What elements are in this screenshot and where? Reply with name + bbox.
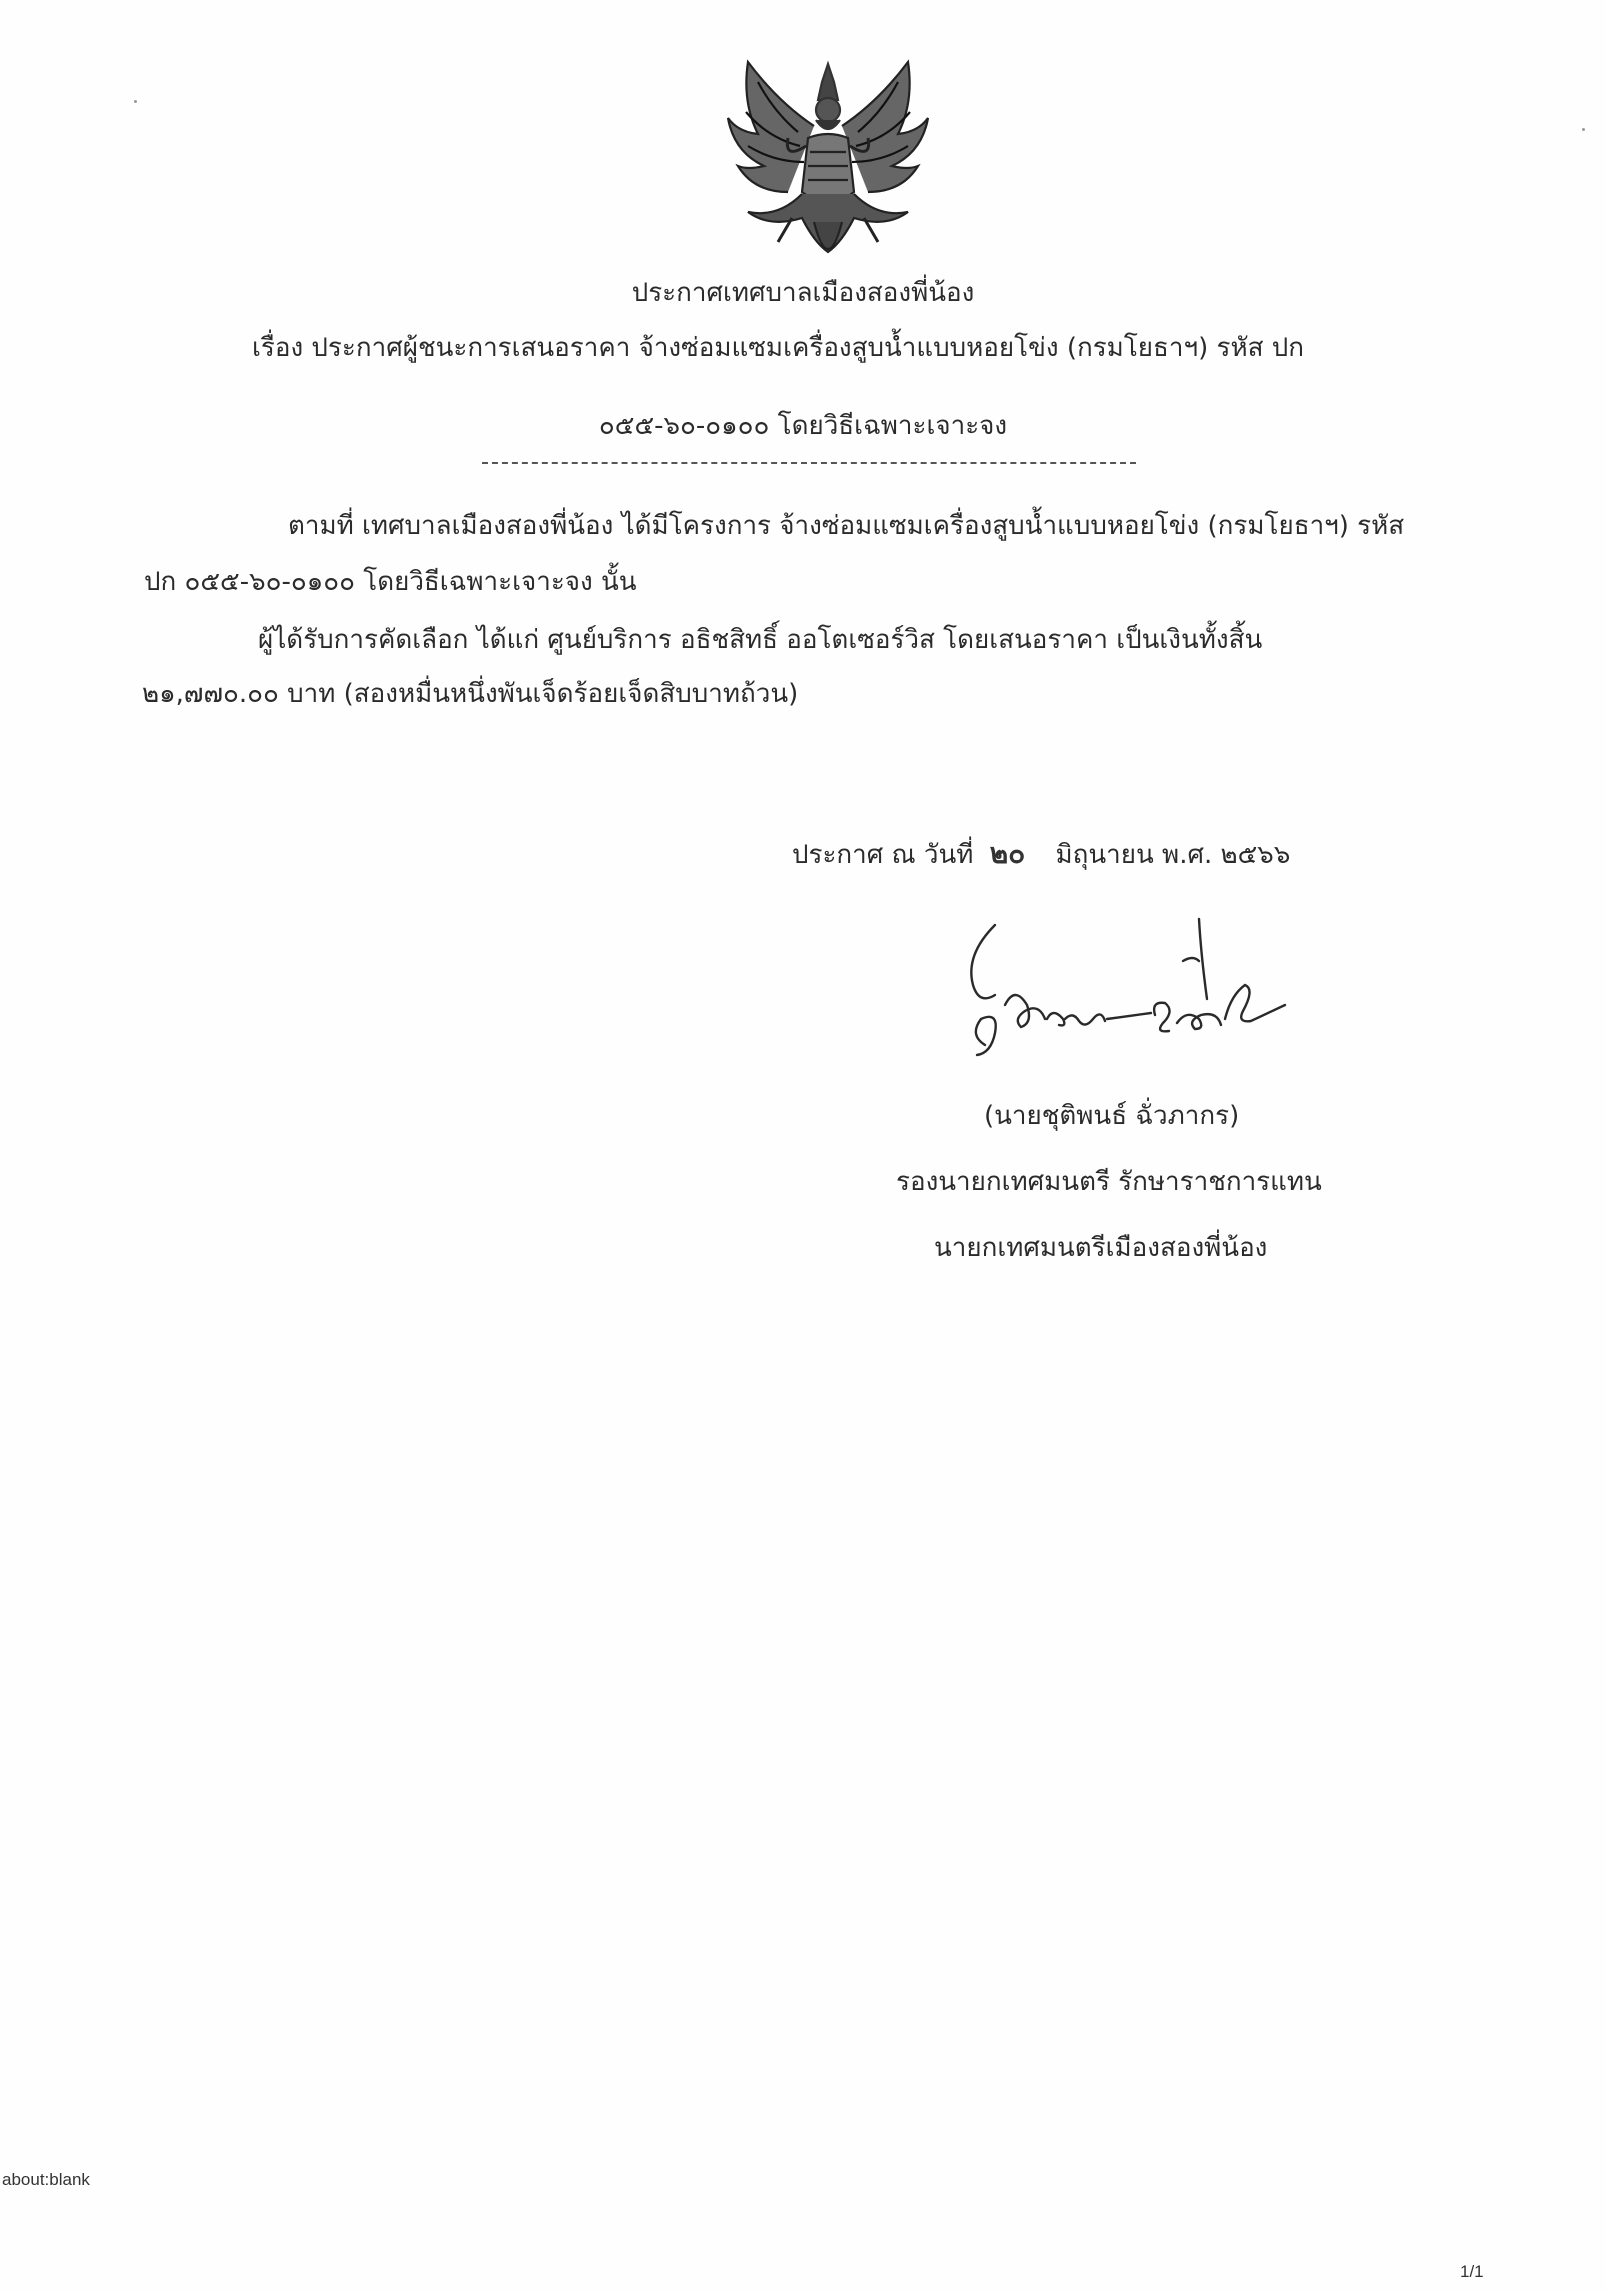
garuda-emblem-icon: [718, 42, 938, 282]
paragraph-1-line-1: ตามที่ เทศบาลเมืองสองพี่น้อง ได้มีโครงการ จ้างซ่อมแซมเครื่องสูบน้ำแบบหอยโข่ง (กรมโยธาฯ) รหัส: [288, 511, 1405, 541]
scan-speck: [134, 100, 137, 103]
paragraph-2-line-2: ๒๑,๗๗๐.๐๐ บาท (สองหมื่นหนึ่งพันเจ็ดร้อยเจ็ดสิบบาทถ้วน): [142, 679, 799, 709]
paragraph-2-line-1: ผู้ได้รับการคัดเลือก ได้แก่ ศูนย์บริการ อธิชสิทธิ์ ออโตเซอร์วิส โดยเสนอราคา เป็นเงินทั้งสิ้น: [258, 625, 1263, 655]
footer-page-number: 1/1: [1460, 2262, 1484, 2281]
scan-speck: [1582, 128, 1585, 131]
paragraph-1-line-2: ปก ๐๕๕-๖๐-๐๑๐๐ โดยวิธีเฉพาะเจาะจง นั้น: [144, 567, 637, 597]
separator-line: [482, 462, 1136, 464]
signatory-position-1: รองนายกเทศมนตรี รักษาราชการแทน: [896, 1167, 1322, 1197]
subject-line-2: ๐๕๕-๖๐-๐๑๐๐ โดยวิธีเฉพาะเจาะจง: [598, 411, 1008, 441]
announcement-heading: ประกาศเทศบาลเมืองสองพี่น้อง: [631, 278, 975, 308]
date-month-year: มิถุนายน พ.ศ. ๒๕๖๖: [1055, 840, 1291, 870]
subject-line-1: เรื่อง ประกาศผู้ชนะการเสนอราคา จ้างซ่อมแซมเครื่องสูบน้ำแบบหอยโข่ง (กรมโยธาฯ) รหัส ปก: [252, 333, 1304, 363]
date-prefix: ประกาศ ณ วันที่: [792, 840, 974, 870]
date-day: ๒๐: [989, 837, 1026, 870]
footer-url: about:blank: [2, 2170, 90, 2189]
date-line: [792, 836, 1290, 873]
signatory-name: (นายชุติพนธ์ ฉั่วภากร): [984, 1101, 1240, 1131]
handwritten-signature: [955, 915, 1325, 1060]
signatory-position-2: นายกเทศมนตรีเมืองสองพี่น้อง: [934, 1233, 1268, 1263]
